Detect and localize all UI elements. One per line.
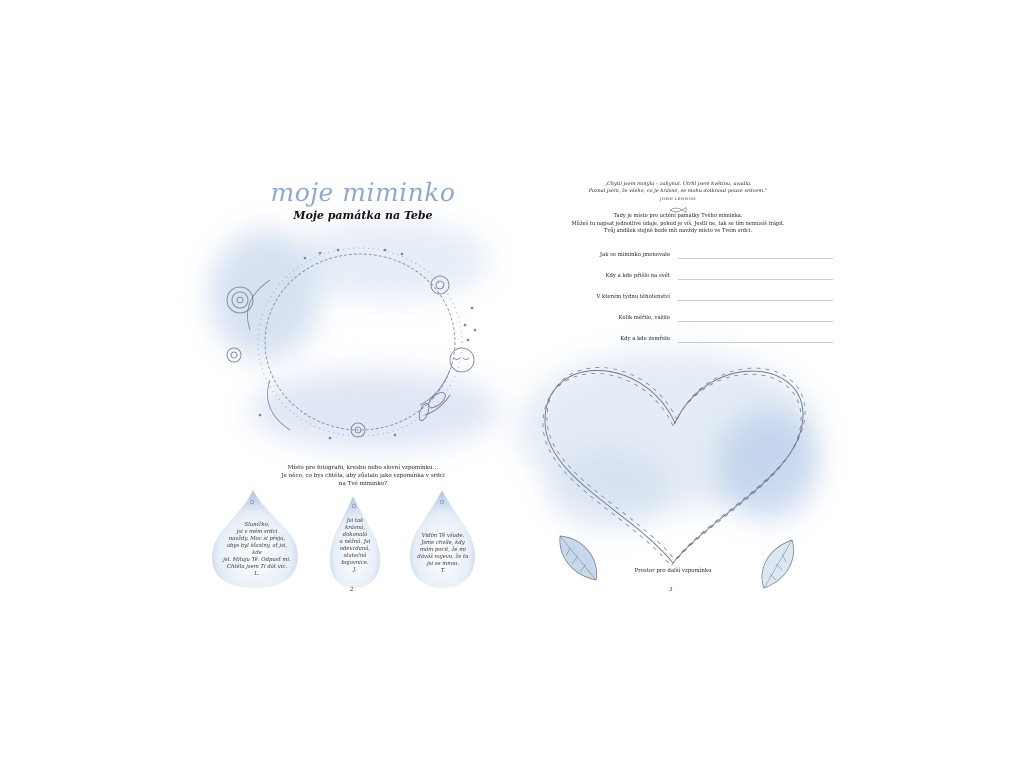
writing-line[interactable] xyxy=(678,321,833,322)
drop-line: jsi se mnou. xyxy=(427,561,459,567)
leaf-icon xyxy=(556,532,600,584)
drop-line: Chtěla jsem Ti dát víc. xyxy=(226,564,288,570)
intro-line: Je něco, co bys chtěla, aby zůstalo jako vzpomínka v srdci xyxy=(281,473,445,479)
drop-line: abys byl šťastný, ať jsi, kde xyxy=(226,543,288,556)
field-row-size xyxy=(578,315,778,325)
info-line: Můžeš tu napsat jednotlivé údaje, pokud je víš. Jestli ne, tak se tím nemusíš trápit. xyxy=(571,220,785,227)
drop-line: odevzdaná, xyxy=(339,546,371,552)
page-number: 3 xyxy=(669,587,673,593)
quote-line: „Chytil jsem motýla – zahynul. Utrhl jsem květinu, uvadla. xyxy=(604,181,752,187)
right-page xyxy=(518,150,823,620)
drop-line: L. xyxy=(254,571,260,577)
memory-drop-text xyxy=(222,522,292,578)
writing-line[interactable] xyxy=(678,300,833,301)
drop-line: Jsi tak xyxy=(346,518,364,524)
drop-line: J. xyxy=(353,567,357,573)
quote-line: Poznal jsem, že všeho, co je krásné, se mohu dotknout pouze srdcem.“ xyxy=(588,187,768,194)
info-text xyxy=(558,213,798,236)
drop-line: navždy. Moc si přeju, xyxy=(228,536,286,542)
field-label: Kdy a kde zemřelo xyxy=(620,336,670,342)
drop-line: statečná xyxy=(343,553,367,559)
memory-drop-text xyxy=(333,518,377,574)
field-row-birth xyxy=(578,273,778,283)
drop-line: Sluníčko, xyxy=(244,522,270,528)
drop-line: a něžná. Jsi xyxy=(339,539,371,545)
bottom-caption: Prostor pro další vzpomínku xyxy=(634,568,712,574)
leaf-icon xyxy=(758,538,798,590)
drop-line: dáváš najevo, že tu xyxy=(417,554,469,560)
info-line: Tady je místo pro uctění památky Tvého miminka. xyxy=(613,213,743,219)
memory-drop-text xyxy=(414,533,472,575)
drop-line: jsi. Miluju Tě. Odpusť mi. xyxy=(223,557,291,563)
drop-line: Vidím Tě všude. xyxy=(421,533,465,539)
field-label: V kterém týdnu těhotenství xyxy=(596,294,670,300)
page-title: moje miminko xyxy=(270,178,456,207)
drop-line: bojovnice. xyxy=(341,560,369,566)
intro-line: Místo pro fotografii, kresbu nebo slovní vzpomínku… xyxy=(287,465,439,471)
field-row-name xyxy=(578,252,778,262)
page-number: 2 xyxy=(350,587,354,593)
drop-line: T. xyxy=(440,568,446,574)
drop-line: mám pocit, že mi xyxy=(420,547,466,553)
drop-line: Jsme chvíle, kdy xyxy=(421,540,465,546)
field-label: Jak se miminko jmenovalo xyxy=(599,252,670,258)
field-label: Kolik měřilo, vážilo xyxy=(618,315,670,321)
writing-line[interactable] xyxy=(678,258,833,259)
field-label: Kdy a kde přišlo na svět xyxy=(605,273,670,279)
page-subtitle: Moje památka na Tebe xyxy=(293,209,433,222)
drop-line: krásná, xyxy=(345,525,365,531)
writing-line[interactable] xyxy=(678,279,833,280)
field-row-death xyxy=(578,336,778,346)
field-row-week xyxy=(578,294,778,304)
info-line: Tvůj andílek stejně bude mít navždy místo ve Tvém srdci. xyxy=(603,228,753,234)
left-page xyxy=(210,150,516,620)
intro-text xyxy=(270,464,456,488)
quote-author: JOHN LENNON xyxy=(659,196,696,201)
intro-line: na Tvé miminko? xyxy=(338,481,388,487)
drop-line: dokonalá xyxy=(342,532,368,538)
drop-line: jsi v mém srdci xyxy=(236,529,278,535)
floral-wreath-icon xyxy=(210,230,516,450)
quote-text xyxy=(578,181,778,195)
writing-line[interactable] xyxy=(678,342,833,343)
